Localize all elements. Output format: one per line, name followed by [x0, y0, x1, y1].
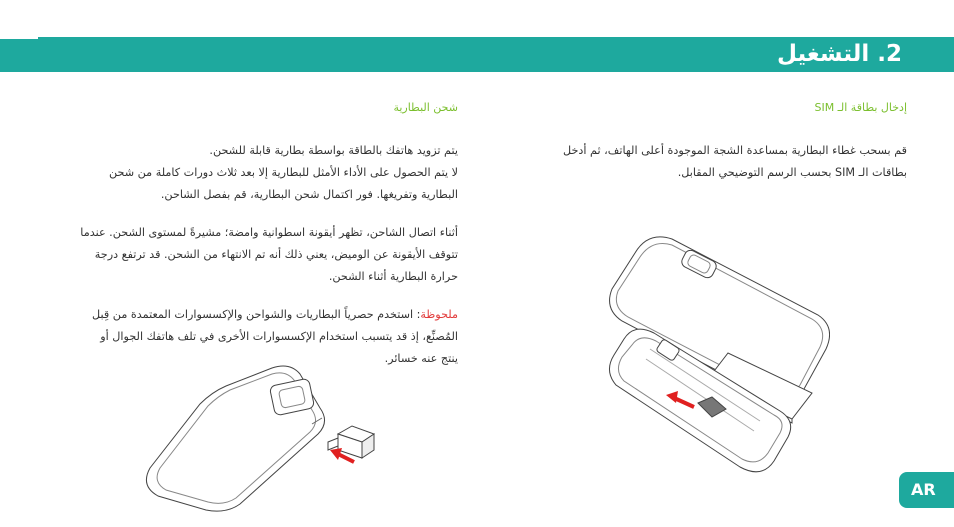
header-notch	[0, 37, 38, 39]
chapter-title: 2. التشغيل	[777, 41, 902, 67]
language-badge: AR	[899, 472, 954, 508]
text-line: قم بسحب غطاء البطارية بمساعدة الشجة الموجودة أعلى الهاتف، ثم أدخل	[563, 144, 907, 157]
text-line: المُصنِّع، إذ قد يتسبب استخدام الإكسسوارات الأخرى في تلف هاتفك الجوال أو	[100, 330, 458, 343]
text-line: لا يتم الحصول على الأداء الأمثل للبطارية إلا بعد ثلاث دورات كاملة من شحن	[108, 166, 458, 179]
battery-section-title: شحن البطارية	[393, 101, 458, 114]
note-first-line	[92, 304, 458, 326]
sim-insertion-illustration	[590, 225, 830, 495]
battery-paragraph-2	[80, 222, 458, 288]
text-line: تتوقف الأيقونة عن الوميض، يعني ذلك أنه تم الانتهاء من الشحن. قد ترتفع درجة	[94, 248, 458, 261]
charging-illustration	[140, 360, 390, 515]
battery-paragraph-1	[109, 140, 458, 206]
note-label: ملحوظة	[420, 308, 458, 321]
phone-back	[146, 366, 324, 511]
text-line: أثناء اتصال الشاحن، تظهر أيقونة اسطوانية وامضة؛ مشيرةً لمستوى الشحن. عندما	[80, 226, 458, 239]
sim-instructions	[563, 140, 907, 184]
sim-section-title: إدخال بطاقة الـ SIM	[814, 101, 907, 114]
text-line: بطاقات الـ SIM بحسب الرسم التوضيحي المقابل.	[677, 166, 907, 179]
text-line: حرارة البطارية أثناء الشحن.	[328, 270, 458, 283]
text-line: ينتج عنه خسائر.	[384, 352, 458, 365]
chapter-header-bar	[0, 37, 954, 72]
text-line: يتم تزويد هاتفك بالطاقة بواسطة بطارية قابلة للشحن.	[209, 144, 458, 157]
note-text: : استخدم حصرياً البطاريات والشواحن والإكسسوارات المعتمدة من قِبل	[92, 308, 421, 321]
text-line: البطارية وتفريغها. فور اكتمال شحن البطارية، قم بفصل الشاحن.	[160, 188, 458, 201]
